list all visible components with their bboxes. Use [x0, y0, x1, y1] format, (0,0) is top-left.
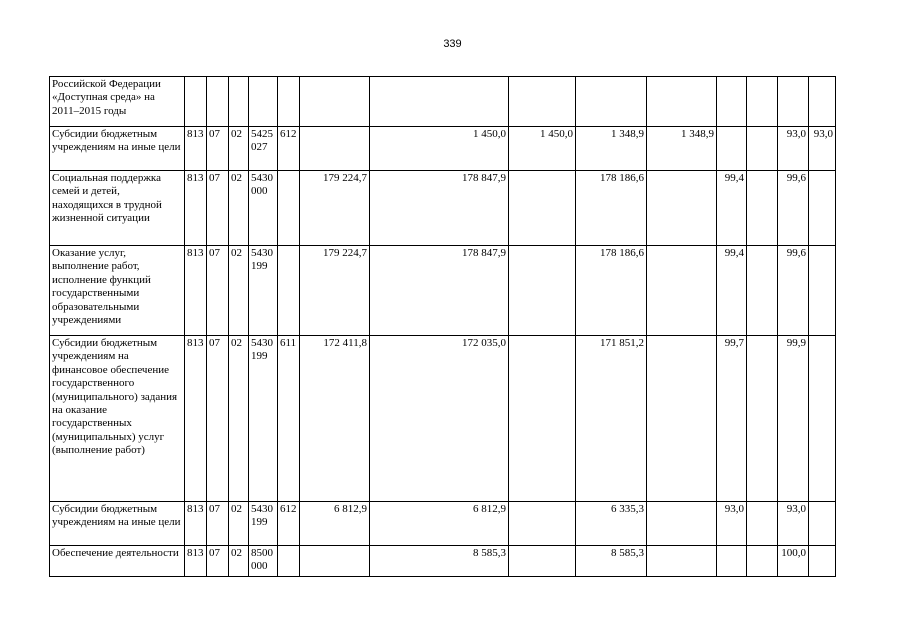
target-article-cell [249, 77, 278, 127]
value-cell-9 [809, 336, 836, 502]
value-cell-2: 178 847,9 [370, 171, 509, 246]
value-cell-9 [809, 77, 836, 127]
value-cell-3: 1 450,0 [509, 127, 576, 171]
expense-type-cell [278, 77, 300, 127]
target-article-cell: 5430 199 [249, 246, 278, 336]
value-cell-4: 6 335,3 [576, 502, 647, 546]
expense-type-cell: 612 [278, 127, 300, 171]
section-code-cell: 07 [207, 502, 229, 546]
section-code-cell [207, 77, 229, 127]
section-code-cell: 07 [207, 336, 229, 502]
table-row [50, 502, 836, 546]
budget-table [49, 76, 836, 577]
value-cell-9 [809, 502, 836, 546]
value-cell-5 [647, 502, 717, 546]
value-cell-2: 172 035,0 [370, 336, 509, 502]
value-cell-2: 178 847,9 [370, 246, 509, 336]
ministry-code-cell [185, 77, 207, 127]
value-cell-7 [747, 127, 778, 171]
row-name-cell: Субсидии бюджетным учреждениям на иные цели [50, 127, 185, 171]
table-body [50, 77, 836, 577]
expense-type-cell: 611 [278, 336, 300, 502]
value-cell-5 [647, 546, 717, 577]
target-article-cell: 5430 199 [249, 336, 278, 502]
value-cell-5 [647, 171, 717, 246]
table-row [50, 336, 836, 502]
subsection-code-cell: 02 [229, 127, 249, 171]
value-cell-1: 179 224,7 [300, 171, 370, 246]
value-cell-9 [809, 246, 836, 336]
value-cell-3 [509, 77, 576, 127]
value-cell-7 [747, 502, 778, 546]
subsection-code-cell: 02 [229, 246, 249, 336]
value-cell-2: 6 812,9 [370, 502, 509, 546]
value-cell-8: 99,6 [778, 171, 809, 246]
value-cell-7 [747, 336, 778, 502]
value-cell-1: 6 812,9 [300, 502, 370, 546]
table-row [50, 171, 836, 246]
subsection-code-cell: 02 [229, 546, 249, 577]
value-cell-6 [717, 77, 747, 127]
value-cell-4: 178 186,6 [576, 171, 647, 246]
expense-type-cell: 612 [278, 502, 300, 546]
value-cell-7 [747, 77, 778, 127]
section-code-cell: 07 [207, 246, 229, 336]
target-article-cell: 5430 199 [249, 502, 278, 546]
subsection-code-cell [229, 77, 249, 127]
value-cell-3 [509, 336, 576, 502]
value-cell-8: 99,9 [778, 336, 809, 502]
value-cell-7 [747, 546, 778, 577]
expense-type-cell [278, 246, 300, 336]
value-cell-8: 100,0 [778, 546, 809, 577]
subsection-code-cell: 02 [229, 502, 249, 546]
value-cell-6 [717, 127, 747, 171]
value-cell-7 [747, 171, 778, 246]
table-row [50, 246, 836, 336]
value-cell-3 [509, 502, 576, 546]
value-cell-4: 1 348,9 [576, 127, 647, 171]
value-cell-8 [778, 77, 809, 127]
target-article-cell: 8500 000 [249, 546, 278, 577]
subsection-code-cell: 02 [229, 336, 249, 502]
value-cell-4 [576, 77, 647, 127]
value-cell-2: 8 585,3 [370, 546, 509, 577]
target-article-cell: 5425 027 [249, 127, 278, 171]
value-cell-6: 93,0 [717, 502, 747, 546]
expense-type-cell [278, 546, 300, 577]
ministry-code-cell: 813 [185, 502, 207, 546]
value-cell-8: 99,6 [778, 246, 809, 336]
value-cell-1: 179 224,7 [300, 246, 370, 336]
value-cell-5 [647, 246, 717, 336]
value-cell-3 [509, 246, 576, 336]
ministry-code-cell: 813 [185, 246, 207, 336]
value-cell-1 [300, 546, 370, 577]
value-cell-5: 1 348,9 [647, 127, 717, 171]
value-cell-4: 178 186,6 [576, 246, 647, 336]
value-cell-8: 93,0 [778, 127, 809, 171]
subsection-code-cell: 02 [229, 171, 249, 246]
value-cell-8: 93,0 [778, 502, 809, 546]
row-name-cell: Российской Федерации «Доступная среда» на 2011–2015 годы [50, 77, 185, 127]
value-cell-7 [747, 246, 778, 336]
value-cell-9 [809, 171, 836, 246]
value-cell-3 [509, 546, 576, 577]
value-cell-6: 99,4 [717, 171, 747, 246]
value-cell-6 [717, 546, 747, 577]
value-cell-6: 99,4 [717, 246, 747, 336]
value-cell-5 [647, 336, 717, 502]
value-cell-5 [647, 77, 717, 127]
value-cell-6: 99,7 [717, 336, 747, 502]
ministry-code-cell: 813 [185, 171, 207, 246]
ministry-code-cell: 813 [185, 336, 207, 502]
value-cell-2 [370, 77, 509, 127]
value-cell-9: 93,0 [809, 127, 836, 171]
table-row [50, 127, 836, 171]
target-article-cell: 5430 000 [249, 171, 278, 246]
section-code-cell: 07 [207, 171, 229, 246]
row-name-cell: Субсидии бюджетным учреждениям на финансовое обеспечение государственного (муниципального) задания на оказание государственных (муниципальных) услуг (выполнение работ) [50, 336, 185, 502]
expense-type-cell [278, 171, 300, 246]
value-cell-4: 171 851,2 [576, 336, 647, 502]
table-row [50, 77, 836, 127]
row-name-cell: Оказание услуг, выполнение работ, исполнение функций государственными образовательными учреждениями [50, 246, 185, 336]
row-name-cell: Социальная поддержка семей и детей, находящихся в трудной жизненной ситуации [50, 171, 185, 246]
value-cell-3 [509, 171, 576, 246]
value-cell-4: 8 585,3 [576, 546, 647, 577]
value-cell-9 [809, 546, 836, 577]
section-code-cell: 07 [207, 546, 229, 577]
table-row [50, 546, 836, 577]
section-code-cell: 07 [207, 127, 229, 171]
value-cell-1 [300, 127, 370, 171]
value-cell-2: 1 450,0 [370, 127, 509, 171]
row-name-cell: Обеспечение деятельности [50, 546, 185, 577]
value-cell-1 [300, 77, 370, 127]
page-number: 339 [443, 38, 462, 50]
row-name-cell: Субсидии бюджетным учреждениям на иные цели [50, 502, 185, 546]
ministry-code-cell: 813 [185, 127, 207, 171]
ministry-code-cell: 813 [185, 546, 207, 577]
value-cell-1: 172 411,8 [300, 336, 370, 502]
